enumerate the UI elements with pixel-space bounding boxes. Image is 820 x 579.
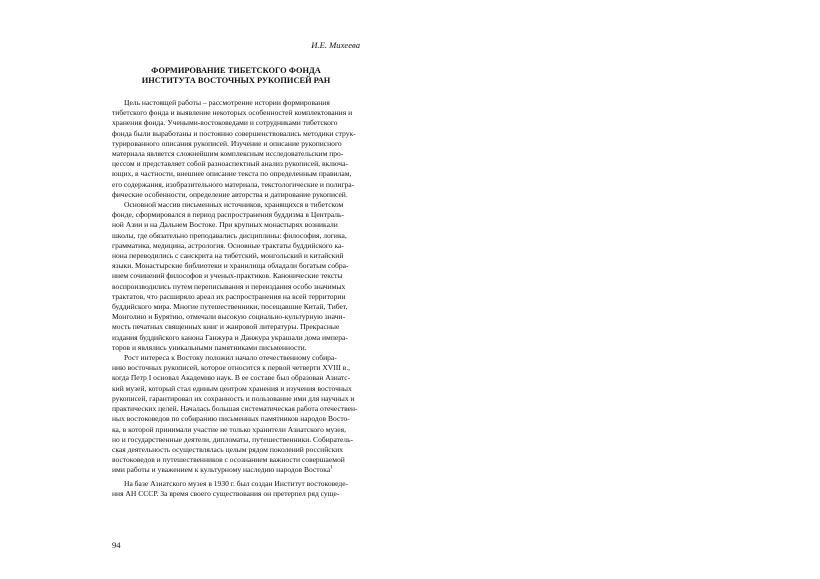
paragraph-line: тибетского фонда и выявление некоторых особенностей комплектования и <box>112 108 353 118</box>
paragraph-line: рукописей, гарантировал их сохранность и пользование ими для научных и <box>112 393 355 403</box>
paragraph-line: фические особенности, определение авторства и датирование рукописей. <box>112 189 348 199</box>
article-body <box>112 98 360 499</box>
paragraph-line: Основной массив письменных источников, хранящихся в тибетском <box>124 200 344 210</box>
paragraph-line: хранения фонда. Учеными-востоковедами и сотрудниками тибетского <box>112 118 338 128</box>
footnote-reference[interactable]: 1 <box>330 465 333 471</box>
paragraph-line: цессом и представляет собой разноаспектный анализ рукописей, включа- <box>112 159 348 169</box>
paragraph-line-text: ими работы и уважением к культурному наследию народов Востока <box>112 465 331 475</box>
paragraph-line: мость печатных священных книг и жанровой литературы. Прекрасные <box>112 322 340 332</box>
paragraph-line: Монголию и Бурятию, отмечали высокую социально-культурную значи- <box>112 312 346 322</box>
paragraph-line: ния АН СССР. За время своего существования он претерпел ряд суще- <box>112 488 340 498</box>
paragraph-line: трактатов, что расширяло ареал их распространения на всей территории <box>112 291 346 301</box>
paragraph-line: буддийского мира. Многие путешественники, посещавшие Китай, Тибет, <box>112 302 348 312</box>
paragraph-line: фонда были выработаны и постоянно совершенствовались методики струк- <box>112 128 356 138</box>
article-title-line: ФОРМИРОВАНИЕ ТИБЕТСКОГО ФОНДА <box>151 66 321 75</box>
page-number: 94 <box>112 540 121 550</box>
paragraph-line: но и государственные деятели, дипломаты, путешественники. Собиратель- <box>112 434 354 444</box>
paragraph-line: торов и являлись уникальными памятниками письменности. <box>112 342 307 352</box>
paragraph-line: фонде, сформировался в период распространения буддизма в Централь- <box>112 210 345 220</box>
paragraph-line: нию восточных рукописей, которое относится к первой четверти XVIII в., <box>112 363 351 373</box>
paragraph-line: когда Петр I основал Академию наук. В ее составе был образован Азиатс- <box>112 373 351 383</box>
article-title <box>112 66 360 86</box>
paragraph-line: Цель настоящей работы – рассмотрение истории формирования <box>124 98 330 107</box>
paragraph-line: кий музей, который стал единым центром хранения и изучения восточных <box>112 383 352 393</box>
paragraph-line: нием сочинений философов и ученых-практиков. Канонические тексты <box>112 271 343 281</box>
paragraph-line: ных востоковедов по собиранию письменных памятников народов Восто- <box>112 414 350 424</box>
paragraph-line: турированного описания рукописей. Изучение и описание рукописного <box>112 138 342 148</box>
running-header-author: И.Е. Михеева <box>311 40 360 50</box>
paragraph-line: практических целей. Началась большая систематическая работа отечествен- <box>112 404 358 414</box>
paragraph-line: воспроизводились путем переписывания и переиздания особо значимых <box>112 281 346 291</box>
paragraph-line: Рост интереса к Востоку положил начало отечественному собира- <box>124 353 337 363</box>
paragraph-line: ка, в которой принимали участие не только хранители Азиатского музея, <box>112 424 346 434</box>
paragraph-line: школы, где обязательно преподавались дисциплины: философия, логика, <box>112 230 347 240</box>
paragraph-line: ной Азии и на Дальнем Востоке. При крупных монастырях возникали <box>112 220 338 230</box>
paragraph-line: языки. Монастырские библиотеки и хранилища обладали богатым собра- <box>112 261 349 271</box>
paragraph-line: востоковедов и путешественников с осознанием важности совершаемой <box>112 455 345 465</box>
paragraph-line <box>112 465 360 475</box>
paragraph-line: грамматика, медицина, астрология. Основные трактаты буддийского ка- <box>112 240 344 250</box>
paragraph-line: его содержания, изобразительного материала, текстологические и полигра- <box>112 179 355 189</box>
paragraph-line: ская деятельность осуществлялась целым рядом поколений российских <box>112 444 344 454</box>
paragraph-line: материала является сложнейшим комплексным исследовательским про- <box>112 149 344 159</box>
paragraph-line: издания буддийского канона Ганжура и Данжура украшали дома импера- <box>112 332 348 342</box>
paragraph-line: нона переводились с санскрита на тибетский, монгольский и китайский <box>112 251 344 261</box>
paragraph-line: На базе Азиатского музея в 1930 г. был создан Институт востоковеде- <box>124 478 349 488</box>
article-title-line: ИНСТИТУТА ВОСТОЧНЫХ РУКОПИСЕЙ РАН <box>141 76 331 85</box>
paragraph-line: ющих, в частности, внешнее описание текста по определенным правилам, <box>112 169 352 179</box>
